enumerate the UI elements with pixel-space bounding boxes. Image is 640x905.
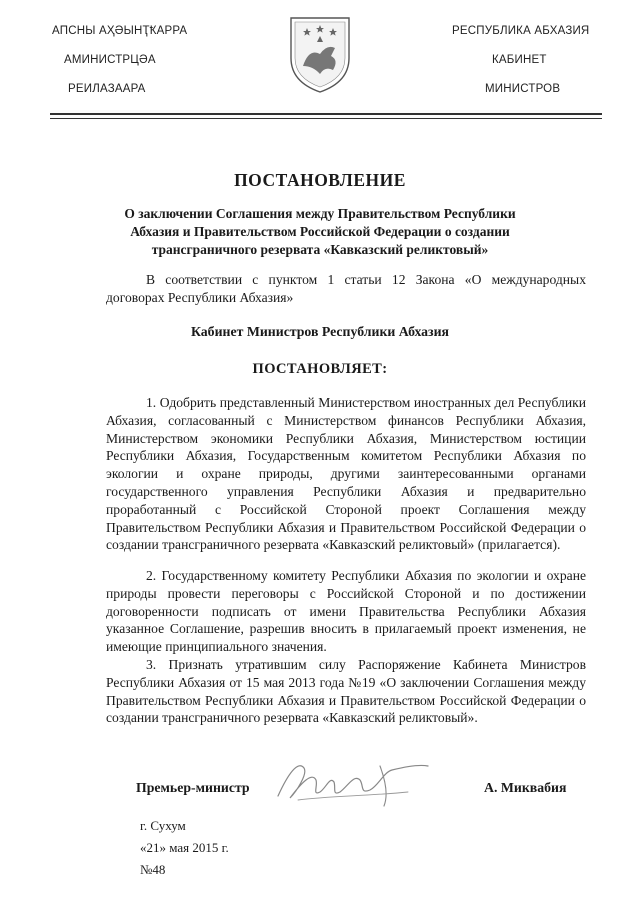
document-subtitle: О заключении Соглашения между Правительством Республики Абхазия и Правительством Российской Федерации о создании трансграничного резервата «Кавказский реликтовый» bbox=[124, 206, 516, 257]
decree-heading: ПОСТАНОВЛЯЕТ: bbox=[252, 361, 388, 377]
preamble-paragraph: В соответствии с пунктом 1 статьи 12 Закона «О международных договорах Республики Абхазия» bbox=[106, 272, 586, 305]
handwritten-signature bbox=[268, 752, 438, 810]
header-right-line-2: КАБИНЕТ bbox=[492, 54, 547, 66]
item-3-paragraph: 3. Признать утратившим силу Распоряжение Кабинета Министров Республики Абхазия от 15 мая 2013 года №19 «О заключении Соглашения между Правительством Республики Абхазия и Правительством Российской Федерации о создании трансграничного резервата «Кавказский реликтовый». bbox=[106, 657, 586, 726]
header-right-line-1: РЕСПУБЛИКА АБХАЗИЯ bbox=[452, 25, 590, 37]
cabinet-heading: Кабинет Министров Республики Абхазия bbox=[190, 324, 450, 339]
footer-date: «21» мая 2015 г. bbox=[140, 840, 229, 855]
header-rule-thick bbox=[50, 113, 602, 115]
footer-number: №48 bbox=[140, 862, 166, 877]
footer-city: г. Сухум bbox=[140, 818, 186, 833]
item-1-paragraph: 1. Одобрить представленный Министерством иностранных дел Республики Абхазия, согласованный с Министерством финансов Республики Абхазия, Министерством экономики Республики Абхазия, Министерством юстиции Республики Абхазия, Государственным комитетом Республики Абхазия по экологии и охране природы, другими заинтересованными органами государственного управления Республики Абхазия и предварительно проработанный с Российской Стороной проект Соглашения между Правительством Республики Абхазия и Правительством Российской Федерации о создании трансграничного резервата «Кавказский реликтовый» (прилагается). bbox=[106, 395, 586, 553]
header-left-line-2: АМИНИСТРЦӘА bbox=[64, 54, 156, 66]
signatory-name: А. Миквабия bbox=[484, 780, 567, 795]
coat-of-arms-emblem bbox=[287, 14, 353, 94]
header-right-line-3: МИНИСТРОВ bbox=[485, 83, 561, 95]
document-title: ПОСТАНОВЛЕНИЕ bbox=[234, 170, 406, 190]
item-2-paragraph: 2. Государственному комитету Республики Абхазия по экологии и охране природы провести переговоры с Российской Стороной и по достижении договоренности подписать от имени Правительства Республики Абхазия указанное Соглашение, разрешив вносить в прилагаемый проект изменения, не имеющие принципиального значения. bbox=[106, 568, 586, 655]
header-left-line-3: РЕИЛАЗААРА bbox=[68, 83, 146, 95]
header-rule-thin bbox=[50, 118, 602, 119]
header-left-line-1: АПСНЫ АҲӘЫНҬҞАРРА bbox=[52, 25, 188, 37]
signature-position: Премьер-министр bbox=[136, 780, 250, 795]
